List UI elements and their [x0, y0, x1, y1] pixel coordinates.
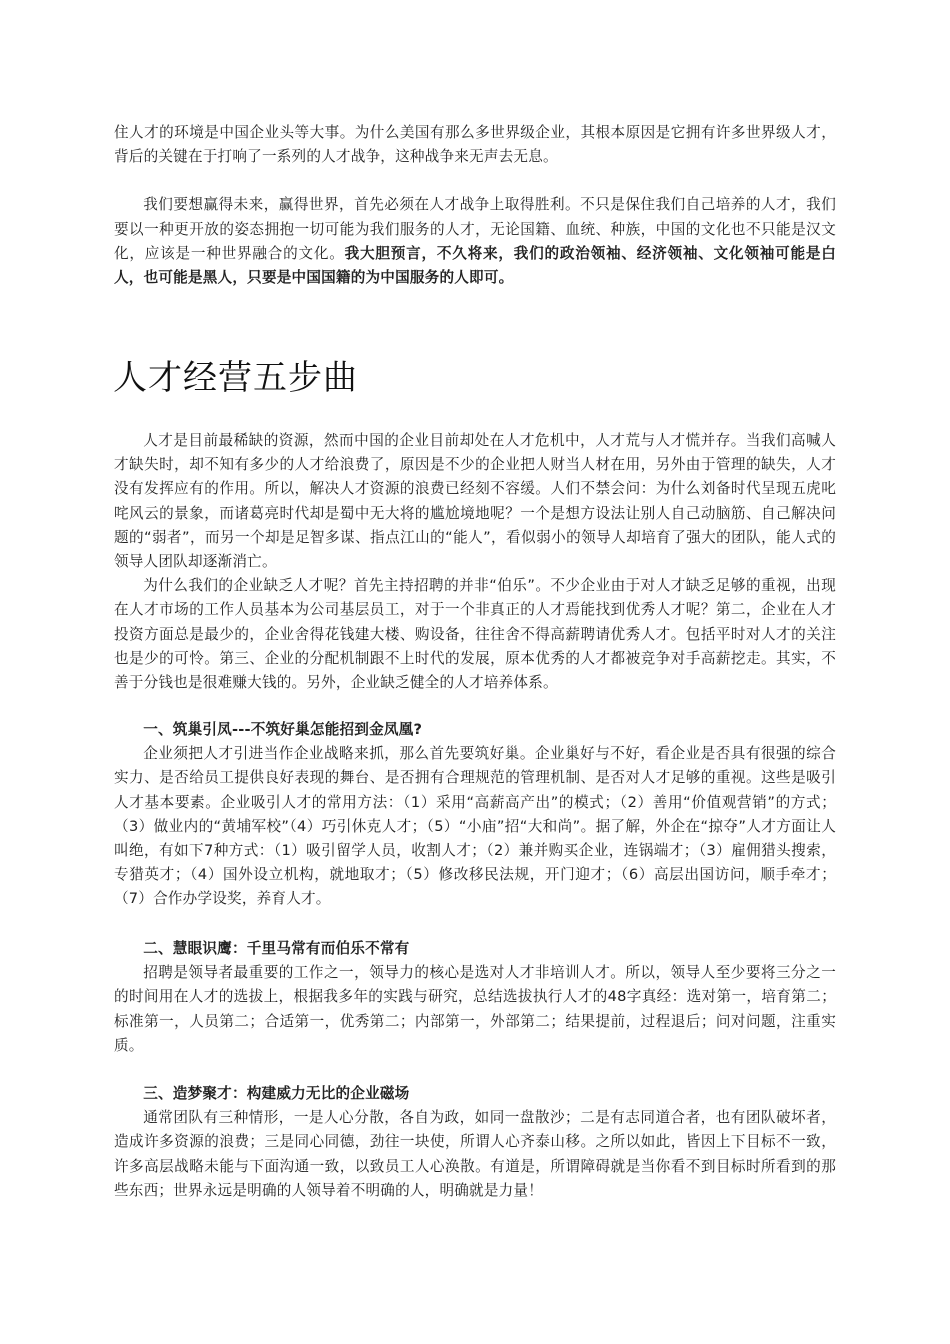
body-block: [114, 429, 836, 695]
spacer: [114, 169, 836, 193]
intro-paragraph-2: [114, 193, 836, 290]
body-paragraph-2: 为什么我们的企业缺乏人才呢？首先主持招聘的并非“伯乐”。不少企业由于对人才缺乏足够的重视，出现在人才市场的工作人员基本为公司基层员工，对于一个非真正的人才焉能找到优秀人才呢？第二，企业在人才投资方面总是最少的，企业舍得花钱建大楼、购设备，往往舍不得高薪聘请优秀人才。包括平时对人才的关注也是少的可怜。第三、企业的分配机制跟不上时代的发展，原本优秀的人才都被竞争对手高薪挖走。其实，不善于分钱也是很难赚大钱的。另外，企业缺乏健全的人才培养体系。: [114, 577, 836, 692]
page-heading: 人才经营五步曲: [113, 358, 358, 398]
section-title: 二、慧眼识鹰：千里马常有而伯乐不常有: [143, 940, 410, 957]
section-text: 企业须把人才引进当作企业战略来抓，那么首先要筑好巢。企业巢好与不好，看企业是否具有很强的综合实力、是否给员工提供良好表现的舞台、是否拥有合理规范的管理机制、是否对人才足够的重视。这些是吸引人才基本要素。企业吸引人才的常用方法：（1）采用“高薪高产出”的模式；（2）善用“价值观营销”的方式；（3）做业内的“黄埔军校”（4）巧引休克人才；（5）“小庙”招“大和尚”。据了解，外企在“掠夺”人才方面让人叫绝，有如下7种方式：（1）吸引留学人员，收割人才；（2）兼并购买企业，连锅端才；（3）雇佣猎头搜索，专猎英才；（4）国外设立机构，就地取才；（5）修改移民法规，开门迎才；（6）高层出国访问，顺手牵才；（7）合作办学设奖，养育人才。: [114, 745, 836, 908]
intro-paragraph-2-text: 我们要想赢得未来，赢得世界，首先必须在人才战争上取得胜利。不只是保住我们自己培养的人才，我们要以一种更开放的姿态拥抱一切可能为我们服务的人才，无论国籍、血统、种族，中国的文化也不只能是汉文化，应该是一种世界融合的文化。: [114, 196, 836, 262]
intro-block: [114, 121, 836, 290]
intro-paragraph-2-bold: 我大胆预言，不久将来，我们的政治领袖、经济领袖、文化领袖可能是白人，也可能是黑人，只要是中国国籍的为中国服务的人即可。: [114, 244, 836, 287]
section-1: [114, 718, 836, 912]
section-title: 一、筑巢引凤---不筑好巢怎能招到金凤凰?: [143, 721, 423, 738]
intro-paragraph-1: 住人才的环境是中国企业头等大事。为什么美国有那么多世界级企业，其根本原因是它拥有许多世界级人才，背后的关键在于打响了一系列的人才战争，这种战争来无声去无息。: [114, 124, 836, 166]
section-2: [114, 937, 836, 1058]
section-text: 招聘是领导者最重要的工作之一，领导力的核心是选对人才非培训人才。所以，领导人至少要将三分之一的时间用在人才的选拔上，根据我多年的实践与研究，总结选拔执行人才的48字真经：选对第一，培育第二；标准第一，人员第二；合适第一，优秀第二；内部第一，外部第二；结果提前，过程退后；问对问题，注重实质。: [114, 964, 836, 1054]
section-text: 通常团队有三种情形，一是人心分散，各自为政，如同一盘散沙；二是有志同道合者，也有团队破坏者，造成许多资源的浪费；三是同心同德，劲往一块使，所谓人心齐泰山移。之所以如此，皆因上下目标不一致，许多高层战略未能与下面沟通一致，以致员工人心涣散。有道是，所谓障碍就是当你看不到目标时所看到的那些东西；世界永远是明确的人领导着不明确的人，明确就是力量！: [114, 1109, 836, 1199]
section-title: 三、造梦聚才：构建威力无比的企业磁场: [143, 1085, 410, 1102]
section-3: [114, 1082, 836, 1203]
body-paragraph-1: 人才是目前最稀缺的资源，然而中国的企业目前却处在人才危机中，人才荒与人才慌并存。当我们高喊人才缺失时，却不知有多少的人才给浪费了，原因是不少的企业把人财当人材在用，另外由于管理的缺失，人才没有发挥应有的作用。所以，解决人才资源的浪费已经刻不容缓。人们不禁会问：为什么刘备时代呈现五虎叱咤风云的景象，而诸葛亮时代却是蜀中无大将的尴尬境地呢？一个是想方设法让别人自己动脑筋、自己解决问题的“弱者”，而另一个却是足智多谋、指点江山的“能人”，看似弱小的领导人却培育了强大的团队，能人式的领导人团队却逐渐消亡。: [114, 432, 836, 571]
